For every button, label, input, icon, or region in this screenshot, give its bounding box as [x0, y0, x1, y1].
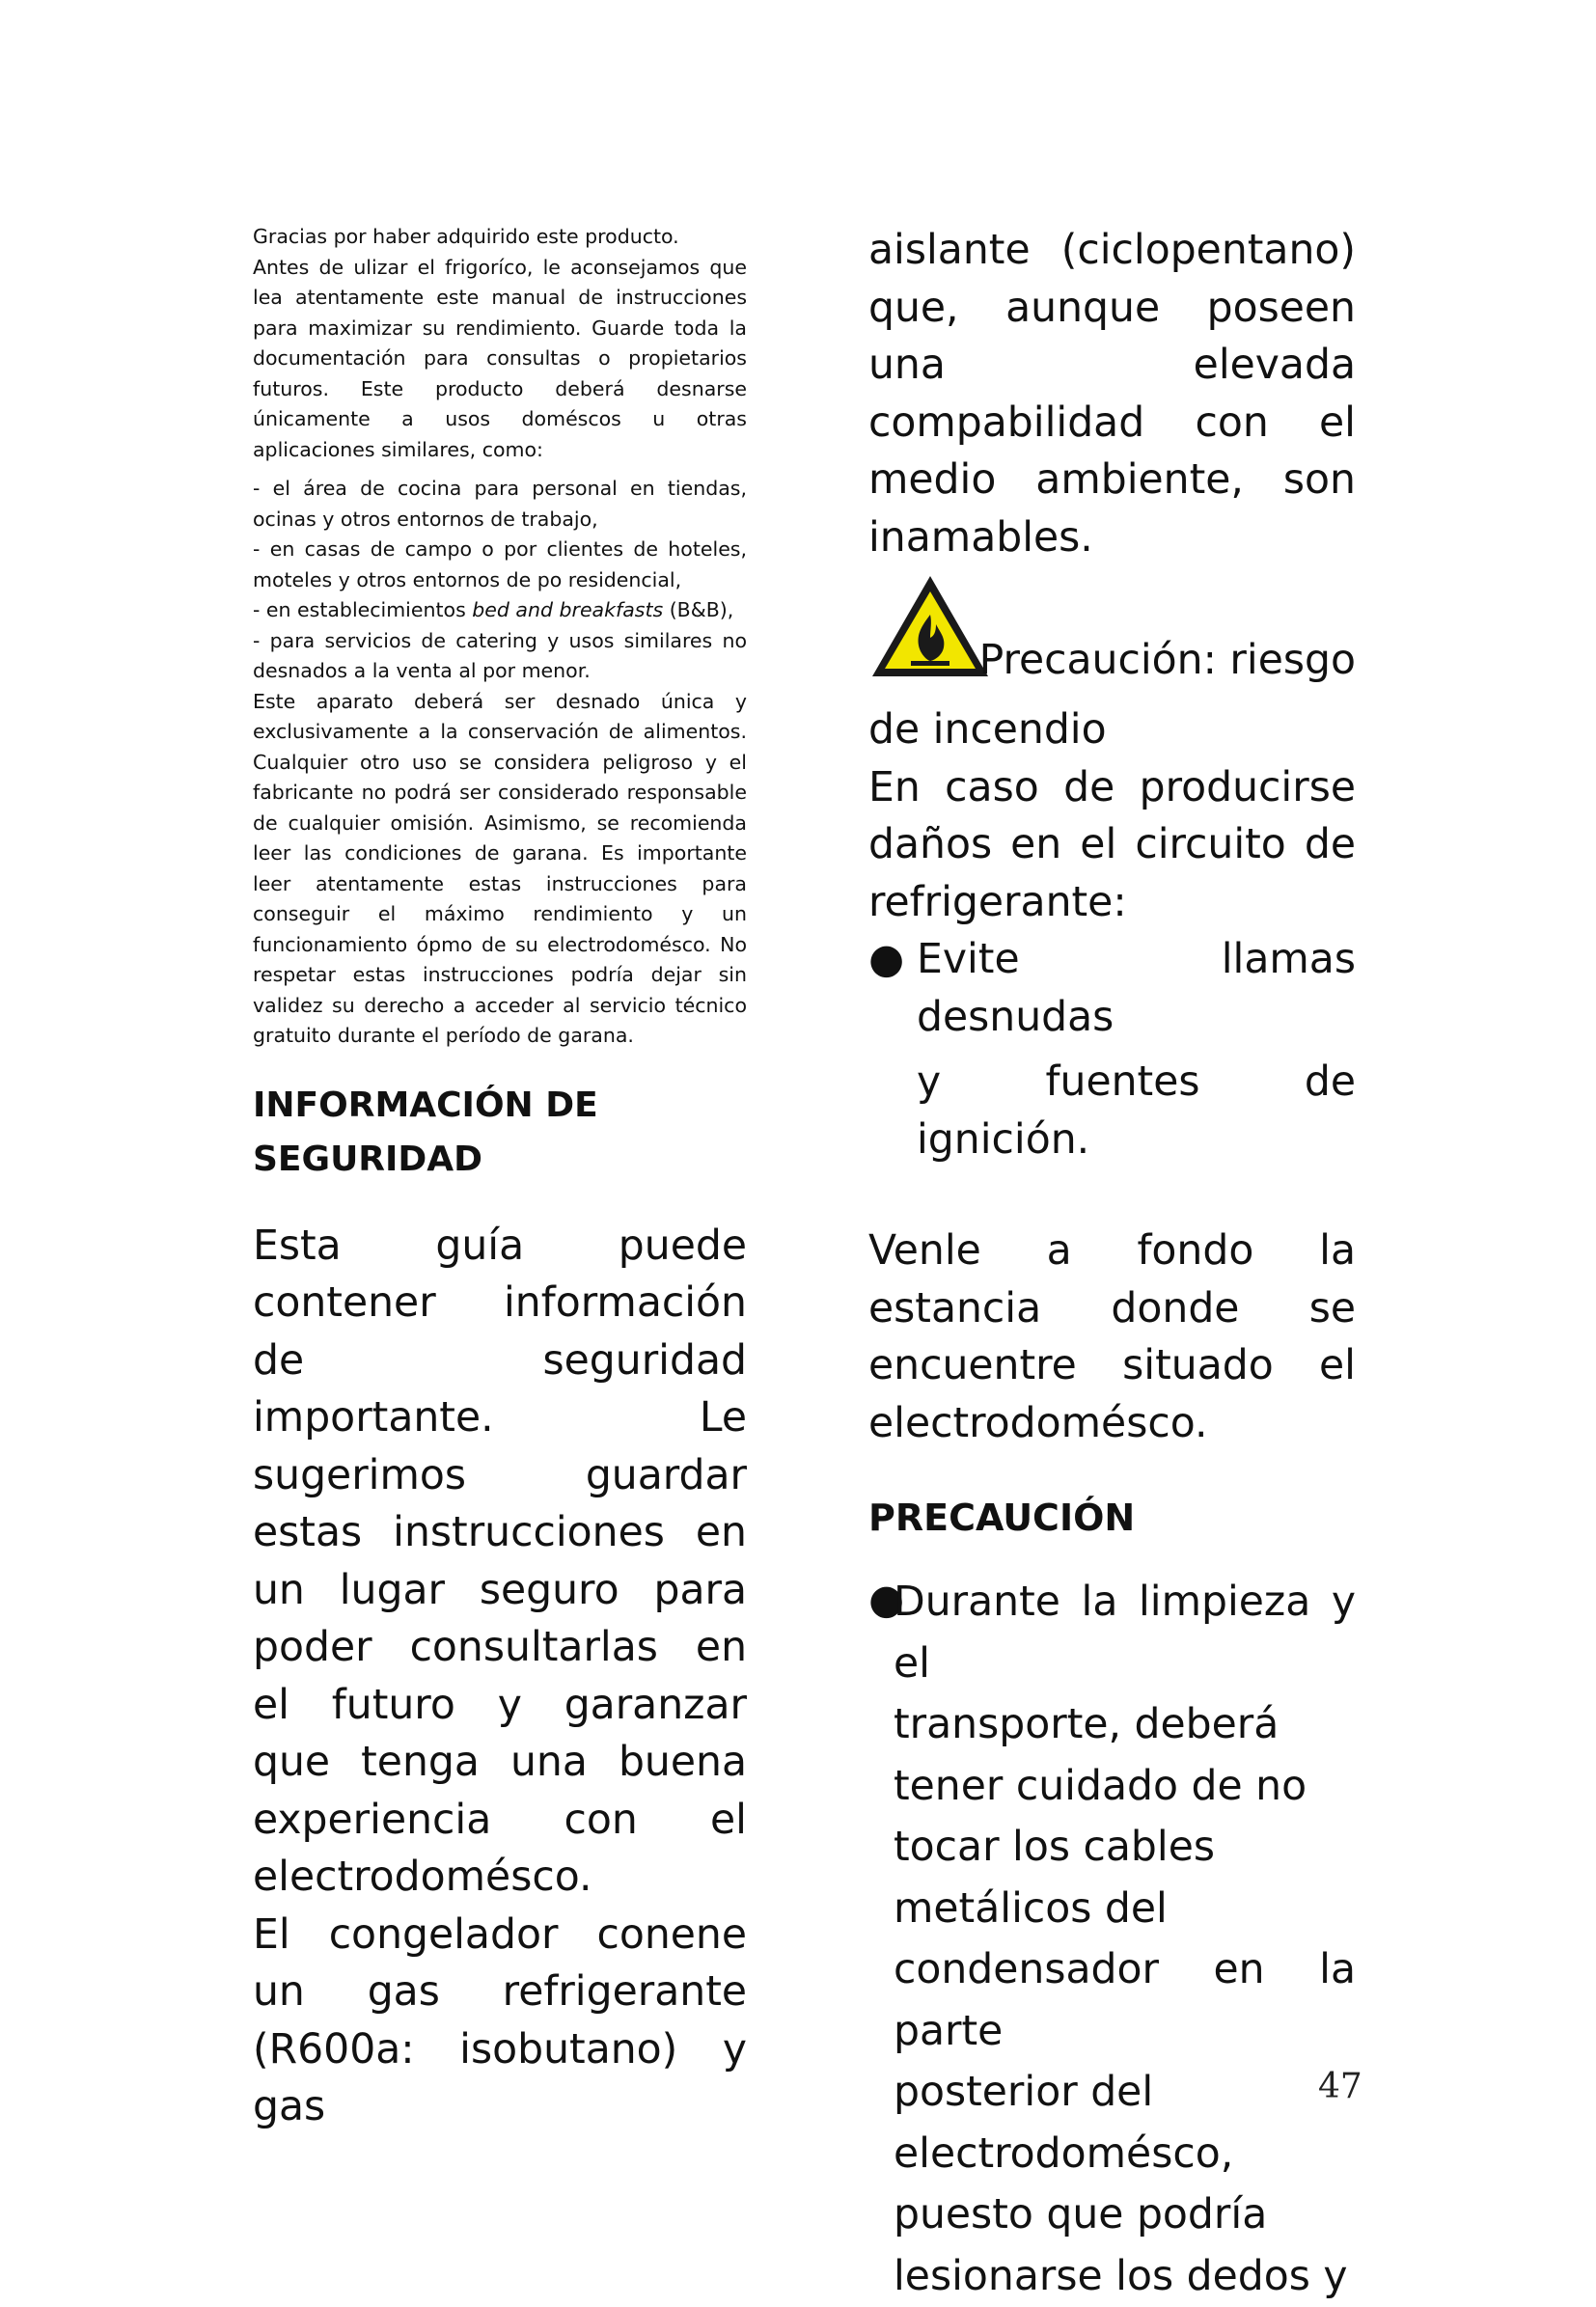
intro-usage: Antes de ulizar el frigoríco, le aconsejamos que lea atentamente este manual de instrucciones para maximizar su rendimiento. Guarde toda la documentación para consultas o propietarios futuros. Este producto deberá desnarse únicamente a usos doméscos u otras aplicaciones similares, como: [253, 253, 747, 466]
intro-exclusive-use: Este aparato deberá ser desnado única y exclusivamente a la conservación de alimentos. Cualquier otro uso se considera peligroso y el fabricante no podrá ser considerado responsable de cualquier omisión. Asimismo, se recomienda leer las condiciones de garana. Es importante leer atentamente estas instrucciones para conseguir el máximo rendimiento y un funcionamiento ópmo de su electrodomésco. No respetar estas instrucciones podría dejar sin validez su derecho a acceder al servicio técnico gratuito durante el período de garana. [253, 687, 747, 1052]
flammable-warning-icon [868, 572, 992, 680]
usage-item-bnb-prefix: - en establecimientos [253, 598, 472, 621]
bullet-cleaning-line: electrodomésco, [894, 2124, 1356, 2185]
page-number: 47 [1318, 2067, 1362, 2106]
bullet-avoid-flames-line2: y fuentes de ignición. [868, 1054, 1356, 1168]
intro-text [253, 222, 747, 1052]
fire-warning-body [868, 701, 1356, 1452]
bullet-dot: ● [868, 1572, 894, 2307]
bullet-cleaning [868, 1572, 1356, 2307]
circuit-damage-text: En caso de producirse daños en el circuito de refrigerante: [868, 759, 1356, 932]
bullet-avoid-flames-line1: Evite llamas desnudas [917, 931, 1356, 1046]
right-column [868, 222, 1356, 2307]
gas-continuation [868, 222, 1356, 566]
bullet-cleaning-line: tener cuidado de no [894, 1756, 1356, 1818]
usage-item-bnb-italic: bed and breakfasts [472, 598, 663, 621]
usage-item-bnb-suffix: (B&B), [663, 598, 733, 621]
usage-item-catering: - para servicios de catering y usos similares no desnados a la venta al por menor. [253, 626, 747, 687]
bullet-avoid-flames [868, 931, 1356, 1046]
fire-warning [868, 572, 1356, 701]
ventilate-text: Venle a fondo la estancia donde se encuentre situado el electrodomésco. [868, 1222, 1356, 1452]
intro-thanks: Gracias por haber adquirido este producto. [253, 222, 747, 253]
usage-item-kitchen: - el área de cocina para personal en tiendas, ocinas y otros entornos de trabajo, [253, 474, 747, 535]
safety-info-heading: INFORMACIÓN DE SEGURIDAD [253, 1079, 747, 1187]
bullet-cleaning-line: posterior del [894, 2062, 1356, 2124]
caution-heading: PRECAUCIÓN [868, 1491, 1356, 1545]
gas-continuation-text: aislante (ciclopentano) que, aunque poseen una elevada compabilidad con el medio ambiente, son inamables. [868, 222, 1356, 566]
bullet-cleaning-line: transporte, deberá [894, 1694, 1356, 1756]
bullet-cleaning-line: lesionarse los dedos y [894, 2246, 1356, 2307]
bullet-cleaning-line: puesto que podría [894, 2184, 1356, 2246]
safety-info-text [253, 1218, 747, 2136]
usage-item-farmhouses: - en casas de campo o por clientes de hoteles, moteles y otros entornos de po residencial, [253, 535, 747, 595]
left-column [253, 222, 747, 2136]
safety-guide-paragraph: Esta guía puede contener información de seguridad importante. Le sugerimos guardar estas instrucciones en un lugar seguro para poder consultarlas en el futuro y garanzar que tenga una buena experiencia con el electrodomésco. [253, 1218, 747, 1907]
freezer-gas-paragraph: El congelador conene un gas refrigerante (R600a: isobutano) y gas [253, 1907, 747, 2136]
usage-item-bnb [253, 595, 747, 626]
bullet-cleaning-text [894, 1572, 1356, 2307]
bullet-cleaning-line: metálicos del [894, 1879, 1356, 1940]
fire-warning-caption: Precaución: riesgo [979, 632, 1356, 690]
bullet-dot: ● [868, 931, 917, 1046]
bullet-cleaning-line: tocar los cables [894, 1817, 1356, 1879]
fire-warning-continued: de incendio [868, 701, 1356, 759]
bullet-cleaning-line: Durante la limpieza y el [894, 1572, 1356, 1694]
bullet-cleaning-line: condensador en la parte [894, 1939, 1356, 2062]
